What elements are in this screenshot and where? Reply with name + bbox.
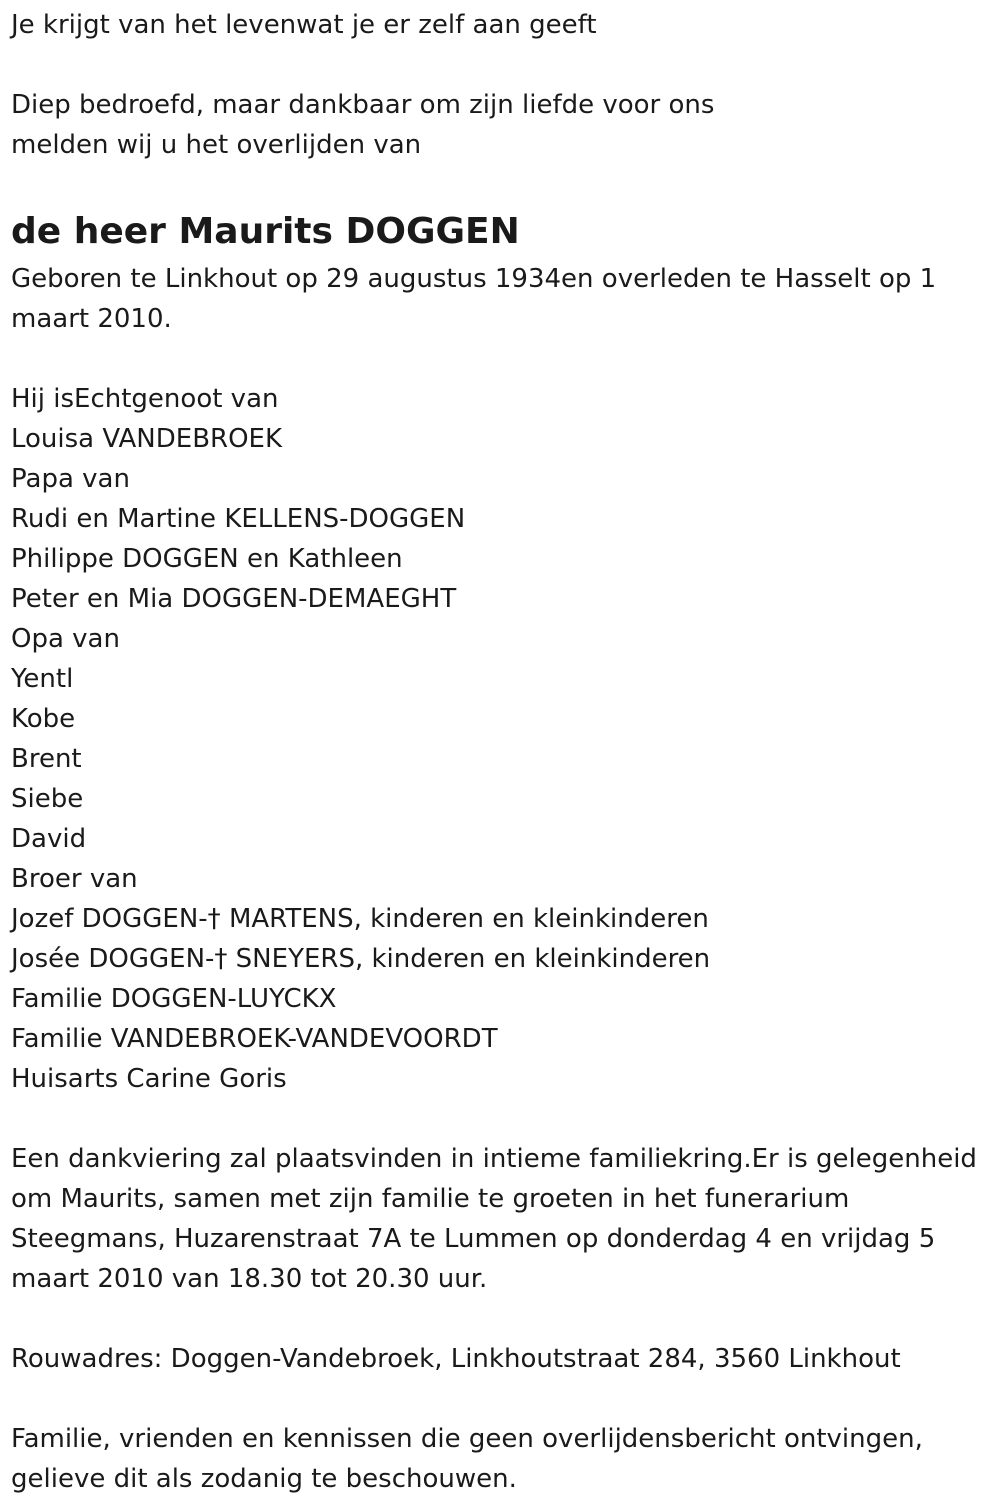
ceremony-line-4: maart 2010 van 18.30 tot 20.30 uur.	[11, 1264, 488, 1294]
spacer	[11, 45, 996, 85]
closing-line-2: gelieve dit als zodanig te beschouwen.	[11, 1464, 517, 1494]
closing-line-1: Familie, vrienden en kennissen die geen overlijdensbericht ontvingen,	[11, 1424, 923, 1454]
relation-line: Peter en Mia DOGGEN-DEMAEGHT	[11, 584, 457, 614]
intro-line-1: Diep bedroefd, maar dankbaar om zijn liefde voor ons	[11, 90, 715, 120]
birth-line-2: maart 2010.	[11, 304, 172, 334]
relations-list	[11, 379, 996, 1099]
deceased-name: de heer Maurits DOGGEN	[11, 211, 520, 252]
relation-line: David	[11, 824, 87, 854]
ceremony-line-1: Een dankviering zal plaatsvinden in intieme familiekring.Er is gelegenheid	[11, 1144, 977, 1174]
relation-line: Louisa VANDEBROEK	[11, 424, 283, 454]
relation-line: Opa van	[11, 624, 120, 654]
relation-line: Josée DOGGEN-† SNEYERS, kinderen en kleinkinderen	[11, 944, 711, 974]
spacer	[11, 1299, 996, 1339]
relation-line: Philippe DOGGEN en Kathleen	[11, 544, 403, 574]
relation-line: Rudi en Martine KELLENS-DOGGEN	[11, 504, 466, 534]
mourning-address: Rouwadres: Doggen-Vandebroek, Linkhoutstraat 284, 3560 Linkhout	[11, 1344, 901, 1374]
relation-line: Broer van	[11, 864, 138, 894]
spacer	[11, 1099, 996, 1139]
motto: Je krijgt van het levenwat je er zelf aan geeft	[11, 10, 597, 40]
relation-line: Papa van	[11, 464, 130, 494]
ceremony-line-3: Steegmans, Huzarenstraat 7A te Lummen op donderdag 4 en vrijdag 5	[11, 1224, 936, 1254]
relation-line: Familie VANDEBROEK-VANDEVOORDT	[11, 1024, 498, 1054]
relation-line: Kobe	[11, 704, 76, 734]
relation-line: Huisarts Carine Goris	[11, 1064, 287, 1094]
relation-line: Jozef DOGGEN-† MARTENS, kinderen en kleinkinderen	[11, 904, 709, 934]
birth-line-1: Geboren te Linkhout op 29 augustus 1934en overleden te Hasselt op 1	[11, 264, 937, 294]
spacer	[11, 1379, 996, 1419]
ceremony-line-2: om Maurits, samen met zijn familie te groeten in het funerarium	[11, 1184, 850, 1214]
relation-line: Familie DOGGEN-LUYCKX	[11, 984, 337, 1014]
relation-line: Brent	[11, 744, 82, 774]
relation-line: Hij isEchtgenoot van	[11, 384, 279, 414]
obituary-document	[11, 5, 996, 1499]
intro-line-2: melden wij u het overlijden van	[11, 130, 422, 160]
spacer	[11, 165, 996, 205]
spacer	[11, 339, 996, 379]
relation-line: Siebe	[11, 784, 84, 814]
relation-line: Yentl	[11, 664, 74, 694]
